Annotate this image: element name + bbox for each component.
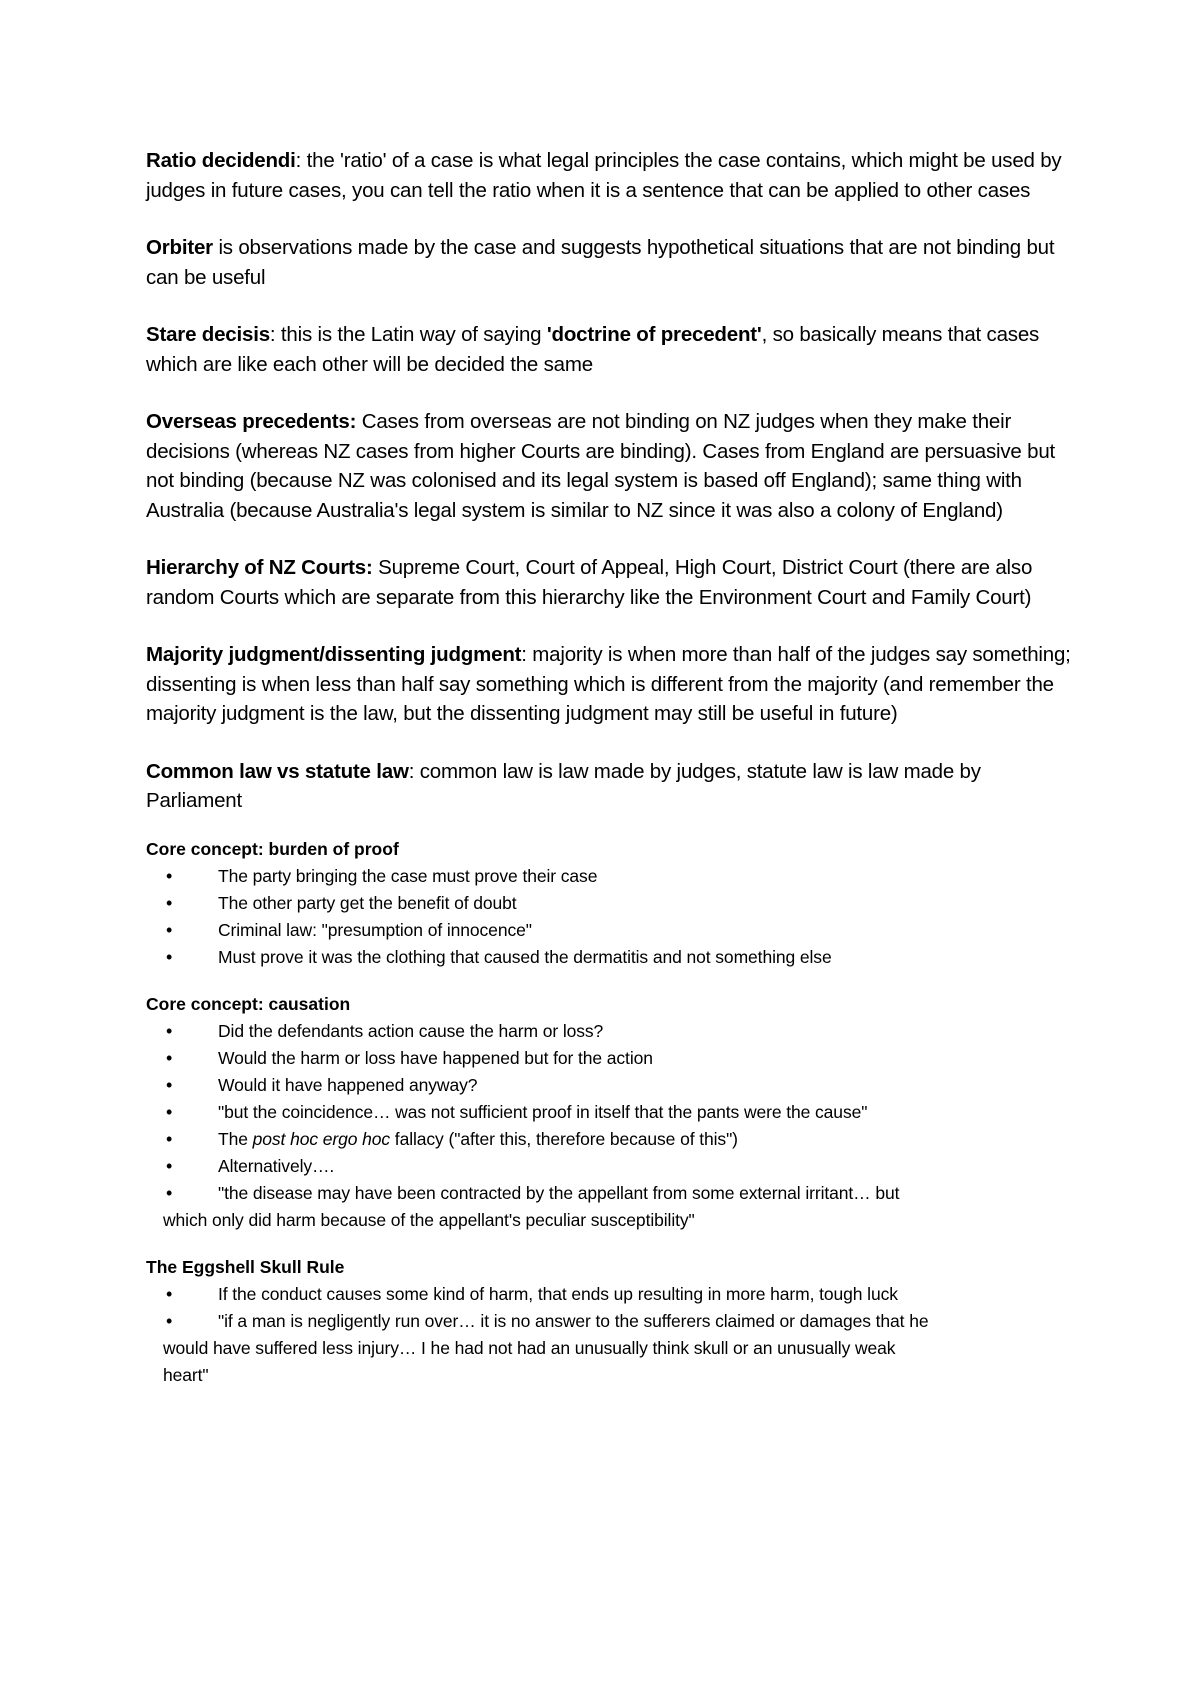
bullet-icon: • bbox=[166, 946, 173, 967]
list-item-text: The bbox=[218, 1128, 253, 1149]
definition-text: this is the Latin way of saying bbox=[275, 323, 547, 346]
definition-text: Supreme Court, Court of Appeal, High Court, District Court (there are also random Courts which are separate from this hierarchy like the Environment Court and Family Court) bbox=[146, 556, 1033, 609]
term-common-law: Common law vs statute law bbox=[146, 759, 409, 783]
bullet-icon: • bbox=[166, 1074, 173, 1095]
bullet-icon: • bbox=[166, 1020, 173, 1041]
list-item bbox=[146, 1072, 1076, 1099]
section-burden-of-proof bbox=[146, 836, 1076, 971]
list-item bbox=[146, 1099, 1076, 1126]
bullet-icon: • bbox=[166, 919, 173, 940]
separator: : bbox=[521, 643, 527, 666]
definition-orbiter bbox=[146, 233, 1076, 292]
list-item-continuation: heart" bbox=[163, 1364, 209, 1385]
bullet-icon: • bbox=[166, 1128, 173, 1149]
definition-overseas-precedents bbox=[146, 407, 1076, 525]
emphasis-doctrine-of-precedent: 'doctrine of precedent' bbox=[546, 323, 762, 346]
list-item-text: Must prove it was the clothing that caused the dermatitis and not something else bbox=[218, 946, 832, 967]
bullet-icon: • bbox=[166, 865, 173, 886]
list-item-text: Would the harm or loss have happened but for the action bbox=[218, 1047, 653, 1068]
bullet-icon: • bbox=[166, 892, 173, 913]
list-item bbox=[146, 1018, 1076, 1045]
list-item bbox=[146, 1308, 1076, 1389]
list-item-text: "but the coincidence… was not sufficient proof in itself that the pants were the cause" bbox=[218, 1101, 868, 1122]
definition-ratio-decidendi bbox=[146, 146, 1076, 205]
list-item-text: "if a man is negligently run over… it is no answer to the sufferers claimed or damages that he bbox=[218, 1310, 929, 1331]
definition-common-law bbox=[146, 757, 1076, 816]
definition-text: is observations made by the case and suggests hypothetical situations that are not binding but can be useful bbox=[146, 236, 1055, 289]
definition-hierarchy-of-courts bbox=[146, 553, 1076, 612]
list-item-text: Would it have happened anyway? bbox=[218, 1074, 478, 1095]
section-eggshell-skull bbox=[146, 1254, 1076, 1389]
term-majority-judgment: Majority judgment/dissenting judgment bbox=[146, 643, 522, 666]
separator: : bbox=[295, 149, 302, 172]
term-orbiter: Orbiter bbox=[146, 236, 213, 259]
bullet-icon: • bbox=[166, 1310, 173, 1331]
list-item-text: The party bringing the case must prove their case bbox=[218, 865, 598, 886]
list-item-text: Criminal law: "presumption of innocence" bbox=[218, 919, 532, 940]
list-item bbox=[146, 1045, 1076, 1072]
definition-stare-decisis bbox=[146, 320, 1076, 379]
definition-text: the 'ratio' of a case is what legal principles the case contains, which might be used by judges in future cases, you can tell the ratio when it is a sentence that can be applied to other cases bbox=[146, 149, 1062, 202]
definition-text: majority is when more than half of the judges say something; dissenting is when less than half say something which is different from the majority (and remember the majority judgment is the law, but the dissenting judgment may still be useful in future) bbox=[146, 643, 1071, 725]
definition-text: Cases from overseas are not binding on NZ judges when they make their decisions (whereas NZ cases from higher Courts are binding). Cases from England are persuasive but not binding (because NZ was colonised and its legal system is based off England); same thing with Australia (because Australia's legal system is similar to NZ since it was also a colony of England) bbox=[146, 410, 1056, 522]
list-item bbox=[146, 1180, 1076, 1234]
bullet-icon: • bbox=[166, 1101, 173, 1122]
bullet-list bbox=[146, 1281, 1076, 1389]
term-hierarchy-of-courts: Hierarchy of NZ Courts: bbox=[146, 556, 373, 579]
list-item bbox=[146, 1126, 1076, 1153]
list-item bbox=[146, 944, 1076, 971]
list-item-continuation: which only did harm because of the appellant's peculiar susceptibility" bbox=[163, 1209, 695, 1230]
section-title: The Eggshell Skull Rule bbox=[146, 1256, 345, 1277]
term-overseas-precedents: Overseas precedents: bbox=[146, 410, 357, 433]
bullet-icon: • bbox=[166, 1182, 173, 1203]
section-title: Core concept: burden of proof bbox=[146, 838, 399, 859]
section-title: Core concept: causation bbox=[146, 993, 351, 1014]
definition-text: common law is law made by judges, statute law is law made by Parliament bbox=[146, 759, 981, 812]
list-item-text: If the conduct causes some kind of harm, that ends up resulting in more harm, tough luck bbox=[218, 1283, 898, 1304]
list-item-text: Alternatively…. bbox=[218, 1155, 335, 1176]
bullet-list bbox=[146, 1018, 1076, 1234]
list-item-text: The other party get the benefit of doubt bbox=[218, 892, 517, 913]
list-item bbox=[146, 890, 1076, 917]
bullet-icon: • bbox=[166, 1283, 173, 1304]
term-stare-decisis: Stare decisis bbox=[146, 323, 270, 346]
list-item-text: "the disease may have been contracted by the appellant from some external irritant… but bbox=[218, 1182, 900, 1203]
bullet-icon: • bbox=[166, 1047, 173, 1068]
list-item bbox=[146, 1281, 1076, 1308]
definition-majority-judgment bbox=[146, 640, 1076, 729]
term-ratio-decidendi: Ratio decidendi bbox=[146, 149, 296, 172]
list-item bbox=[146, 917, 1076, 944]
list-item-text: Did the defendants action cause the harm or loss? bbox=[218, 1020, 604, 1041]
list-item bbox=[146, 1153, 1076, 1180]
definition-text: , so basically means that cases which are like each other will be decided the same bbox=[146, 323, 1040, 376]
separator: : bbox=[269, 323, 276, 346]
latin-phrase: post hoc ergo hoc bbox=[252, 1128, 391, 1149]
list-item bbox=[146, 863, 1076, 890]
document-page bbox=[146, 146, 1076, 1409]
bullet-icon: • bbox=[166, 1155, 173, 1176]
bullet-list bbox=[146, 863, 1076, 971]
list-item-text: fallacy ("after this, therefore because of this") bbox=[390, 1128, 738, 1149]
separator: : bbox=[408, 759, 415, 783]
section-causation bbox=[146, 991, 1076, 1234]
list-item-continuation: would have suffered less injury… I he had not had an unusually think skull or an unusually weak bbox=[163, 1337, 896, 1358]
